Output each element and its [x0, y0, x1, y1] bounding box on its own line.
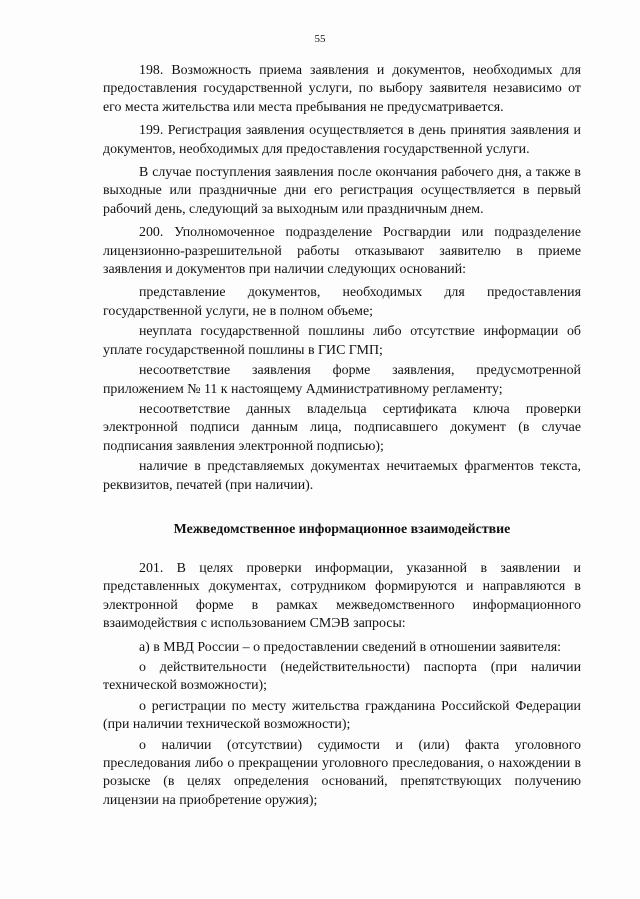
- paragraph-199-continued: В случае поступления заявления после окончания рабочего дня, а также в выходные или праздничные дни его регистрация осуществляется в первый рабочий день, следующий за выходным или праздничным днем.: [103, 165, 581, 217]
- page-number: 55: [314, 33, 326, 45]
- paragraph-199: 199. Регистрация заявления осуществляется в день принятия заявления и документов, необходимых для предоставления государственной услуги.: [103, 123, 581, 157]
- request-item-criminal-record: о наличии (отсутствии) судимости и (или) факта уголовного преследования либо о прекращении уголовного преследования, о нахождении в розыске (в целях определения оснований, препятствующих получению лицензии на приобретение оружия);: [103, 737, 581, 808]
- paragraph-201-a: а) в МВД России – о предоставлении сведений в отношении заявителя:: [139, 639, 562, 655]
- document-body: [103, 62, 581, 812]
- paragraph-201: 201. В целях проверки информации, указанной в заявлении и представленных документах, сотрудником формируются и направляются в электронной форме в рамках межведомственного информационного взаимодействия с использованием СМЭВ запросы:: [103, 560, 581, 632]
- refusal-ground-2: неуплата государственной пошлины либо отсутствие информации об уплате государственной пошлины в ГИС ГМП;: [103, 324, 581, 358]
- refusal-ground-1: представление документов, необходимых для предоставления государственной услуги, не в полном объеме;: [103, 285, 581, 319]
- paragraph-198: 198. Возможность приема заявления и документов, необходимых для предоставления государственной услуги, по выбору заявителя независимо от его места жительства или места пребывания не предусматривается.: [103, 63, 581, 115]
- refusal-ground-4: несоответствие данных владельца сертификата ключа проверки электронной подписи данным лица, подписавшего документ (в случае подписания заявления электронной подписью);: [103, 401, 581, 454]
- request-item-passport: о действительности (недействительности) паспорта (при наличии технической возможности);: [103, 659, 581, 694]
- refusal-ground-5: наличие в представляемых документах нечитаемых фрагментов текста, реквизитов, печатей (при наличии).: [103, 459, 581, 493]
- request-item-registration: о регистрации по месту жительства гражданина Российской Федерации (при наличии технической возможности);: [103, 698, 581, 733]
- section-heading: Межведомственное информационное взаимодействие: [173, 521, 511, 537]
- paragraph-200: 200. Уполномоченное подразделение Росгвардии или подразделение лицензионно-разрешительной работы отказывают заявителю в приеме заявления и документов при наличии следующих оснований:: [103, 225, 581, 278]
- refusal-ground-3: несоответствие заявления форме заявления, предусмотренной приложением № 11 к настоящему Административному регламенту;: [103, 363, 581, 397]
